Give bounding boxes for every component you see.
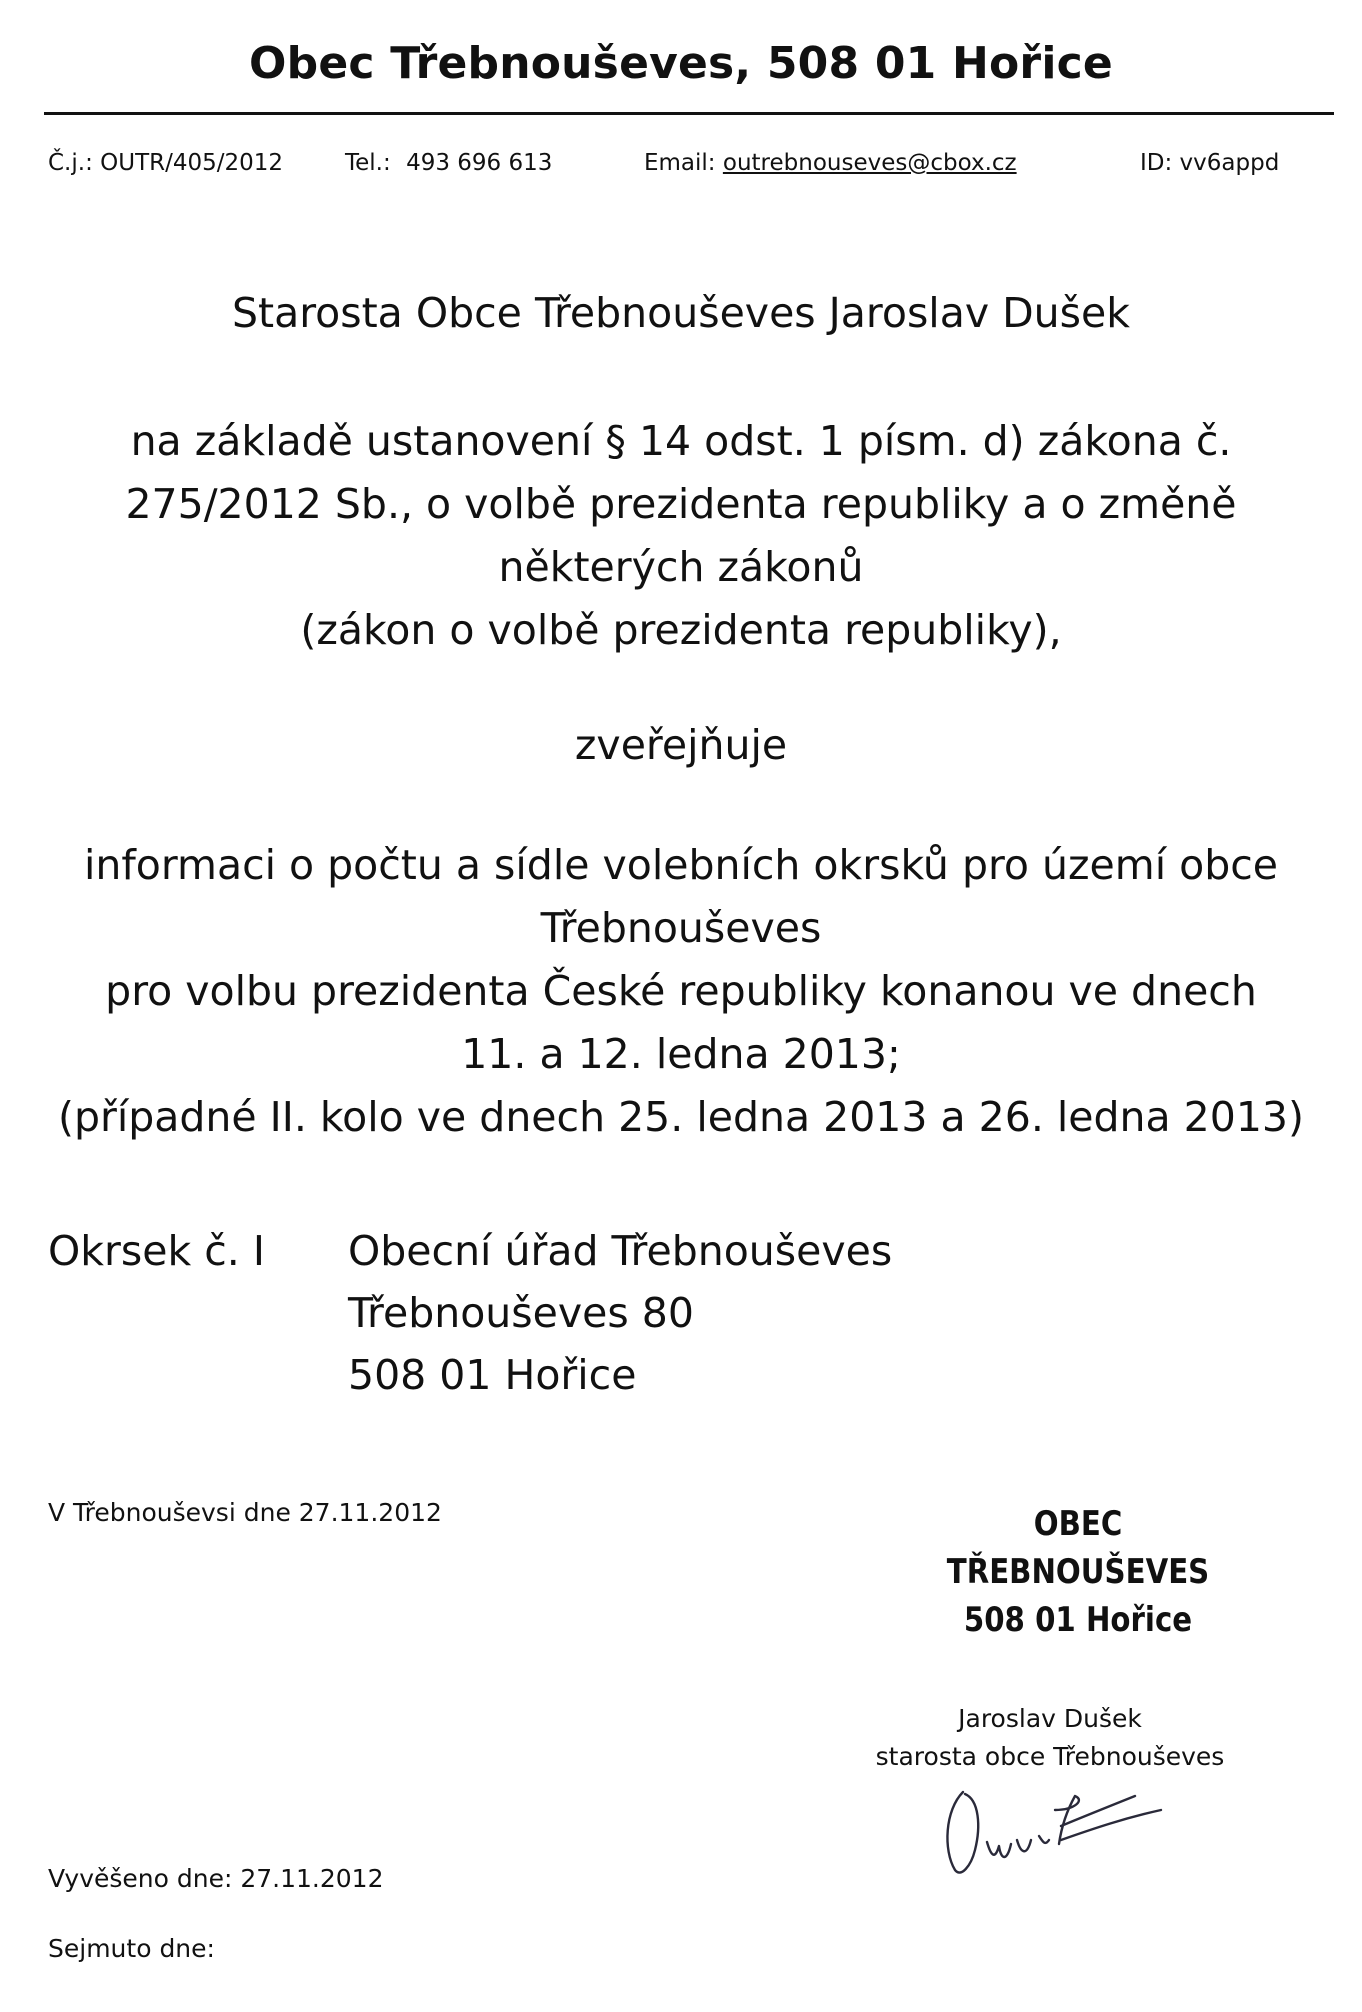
- phone-label: Tel.:: [345, 150, 391, 176]
- legal-basis-line: na základě ustanovení § 14 odst. 1 písm. d) zákona č.: [130, 417, 1232, 465]
- place-and-date: V Třebnouševsi dne 27.11.2012: [48, 1498, 442, 1527]
- information-line: 11. a 12. ledna 2013;: [461, 1030, 901, 1078]
- phone-value: 493 696 613: [406, 150, 553, 176]
- email-link[interactable]: outrebnouseves@cbox.cz: [722, 150, 1017, 176]
- information-block: [40, 834, 1322, 1149]
- signer-role: starosta obce Třebnouševes: [875, 1742, 1225, 1771]
- information-line: Třebnouševes: [540, 904, 822, 952]
- district-address-line: Obecní úřad Třebnouševes: [348, 1227, 893, 1275]
- legal-basis-line: (zákon o volbě prezidenta republiky),: [300, 606, 1062, 654]
- handwritten-signature-icon: [935, 1770, 1175, 1890]
- issuer-line: Starosta Obce Třebnouševes Jaroslav Dušek: [231, 289, 1131, 337]
- stamp-line: 508 01 Hořice: [963, 1600, 1193, 1640]
- signer-block: [860, 1700, 1240, 1776]
- data-box-id: ID: vv6appd: [1140, 150, 1280, 176]
- posted-date: Vyvěšeno dne: 27.11.2012: [48, 1864, 384, 1893]
- district-address-line: 508 01 Hořice: [348, 1351, 637, 1399]
- email: [644, 150, 1017, 176]
- district-label: Okrsek č. I: [48, 1227, 265, 1275]
- legal-basis-line: 275/2012 Sb., o volbě prezidenta republiky a o změně: [125, 480, 1237, 528]
- document-title: Obec Třebnouševes, 508 01 Hořice: [249, 38, 1113, 89]
- publishes-verb: zveřejňuje: [574, 721, 788, 769]
- legal-basis: [40, 410, 1322, 662]
- official-stamp: [906, 1500, 1250, 1644]
- email-label: Email:: [644, 150, 716, 176]
- district-address: [348, 1220, 892, 1406]
- information-line: informaci o počtu a sídle volebních okrsků pro území obce: [83, 841, 1279, 889]
- signer-name: Jaroslav Dušek: [958, 1704, 1142, 1733]
- reference-number: Č.j.: OUTR/405/2012: [48, 150, 284, 176]
- information-line: (případné II. kolo ve dnech 25. ledna 2013 a 26. ledna 2013): [57, 1093, 1305, 1141]
- information-line: pro volbu prezidenta České republiky konanou ve dnech: [105, 967, 1257, 1015]
- removed-date: Sejmuto dne:: [48, 1934, 215, 1963]
- stamp-line: OBEC TŘEBNOUŠEVES: [946, 1504, 1210, 1592]
- phone: [345, 150, 552, 176]
- district-address-line: Třebnouševes 80: [348, 1289, 694, 1337]
- header-divider: [44, 112, 1334, 115]
- legal-basis-line: některých zákonů: [498, 543, 864, 591]
